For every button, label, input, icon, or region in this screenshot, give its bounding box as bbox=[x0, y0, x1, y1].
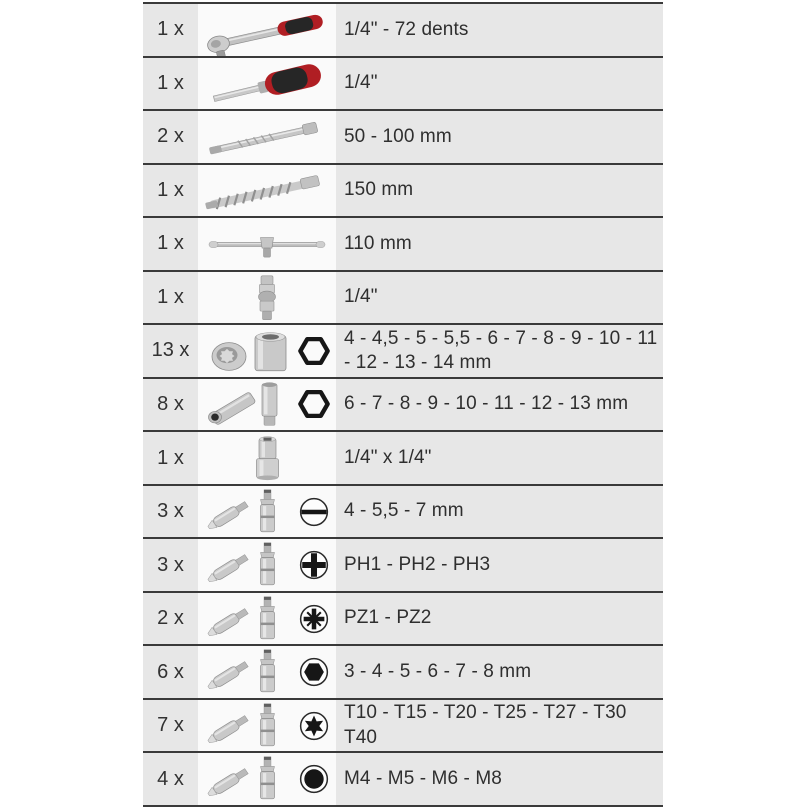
description-cell bbox=[336, 325, 663, 377]
tool-image-cell bbox=[198, 593, 336, 645]
description-label: 1/4" x 1/4" bbox=[344, 446, 432, 468]
description-label: 1/4" - 72 dents bbox=[344, 18, 469, 40]
pozidriv-icon bbox=[298, 603, 330, 635]
flexible-extension-icon bbox=[198, 165, 336, 217]
phillips-icon bbox=[298, 549, 330, 581]
table-row bbox=[143, 58, 663, 112]
description-label: 6 - 7 - 8 - 9 - 10 - 11 - 12 - 13 mm bbox=[344, 393, 629, 415]
ratchet-icon bbox=[198, 4, 336, 56]
quantity-label: 6 x bbox=[157, 660, 184, 683]
description-label: 1/4" bbox=[344, 286, 378, 308]
description-cell bbox=[336, 272, 663, 324]
table-row bbox=[143, 432, 663, 486]
quantity-label: 1 x bbox=[157, 446, 184, 469]
quantity-cell bbox=[143, 379, 198, 431]
adapter-icon bbox=[198, 432, 336, 484]
quantity-label: 1 x bbox=[157, 71, 184, 94]
table-row bbox=[143, 4, 663, 58]
quantity-cell bbox=[143, 700, 198, 752]
extension-bar-icon bbox=[198, 111, 336, 163]
description-label: 1/4" bbox=[344, 72, 378, 94]
tool-image-cell bbox=[198, 4, 336, 56]
table-row bbox=[143, 700, 663, 754]
quantity-cell bbox=[143, 272, 198, 324]
description-cell bbox=[336, 4, 663, 56]
tool-image-cell bbox=[198, 700, 336, 752]
universal-joint-icon bbox=[198, 272, 336, 324]
tool-image-cell bbox=[198, 272, 336, 324]
tool-image-cell bbox=[198, 165, 336, 217]
sliding-t-bar-icon bbox=[198, 218, 336, 270]
description-label: PH1 - PH2 - PH3 bbox=[344, 553, 491, 575]
description-label: 3 - 4 - 5 - 6 - 7 - 8 mm bbox=[344, 660, 532, 682]
hexagon-outline-icon bbox=[298, 388, 330, 420]
table-row bbox=[143, 111, 663, 165]
quantity-label: 1 x bbox=[157, 18, 184, 41]
tool-image-cell bbox=[198, 218, 336, 270]
spline-icon bbox=[298, 763, 330, 795]
table-row bbox=[143, 325, 663, 379]
description-cell bbox=[336, 165, 663, 217]
spinner-handle-icon bbox=[198, 58, 336, 110]
quantity-label: 2 x bbox=[157, 607, 184, 630]
torx-icon bbox=[298, 710, 330, 742]
quantity-label: 4 x bbox=[157, 767, 184, 790]
description-cell bbox=[336, 218, 663, 270]
table-row bbox=[143, 272, 663, 326]
tool-image-cell bbox=[198, 58, 336, 110]
description-cell bbox=[336, 432, 663, 484]
quantity-cell bbox=[143, 111, 198, 163]
tool-image-cell bbox=[198, 486, 336, 538]
table-row bbox=[143, 379, 663, 433]
quantity-label: 3 x bbox=[157, 500, 184, 523]
slotted-icon bbox=[298, 496, 330, 528]
tool-image-cell bbox=[198, 646, 336, 698]
quantity-cell bbox=[143, 753, 198, 805]
table-row bbox=[143, 753, 663, 807]
table-row bbox=[143, 218, 663, 272]
quantity-cell bbox=[143, 325, 198, 377]
description-label: 50 - 100 mm bbox=[344, 125, 452, 147]
tool-image-cell bbox=[198, 111, 336, 163]
tool-image-cell bbox=[198, 432, 336, 484]
description-label: 4 - 5,5 - 7 mm bbox=[344, 500, 464, 522]
description-label: T10 - T15 - T20 - T25 - T27 - T30 T40 bbox=[344, 702, 627, 748]
description-cell bbox=[336, 593, 663, 645]
quantity-cell bbox=[143, 165, 198, 217]
description-cell bbox=[336, 646, 663, 698]
quantity-label: 2 x bbox=[157, 125, 184, 148]
description-cell bbox=[336, 700, 663, 752]
description-cell bbox=[336, 753, 663, 805]
description-cell bbox=[336, 379, 663, 431]
quantity-label: 3 x bbox=[157, 553, 184, 576]
description-cell bbox=[336, 539, 663, 591]
table-row bbox=[143, 165, 663, 219]
quantity-label: 1 x bbox=[157, 285, 184, 308]
table-row bbox=[143, 486, 663, 540]
description-cell bbox=[336, 111, 663, 163]
parts-table bbox=[143, 2, 663, 807]
quantity-cell bbox=[143, 432, 198, 484]
quantity-cell bbox=[143, 58, 198, 110]
table-row bbox=[143, 646, 663, 700]
quantity-cell bbox=[143, 4, 198, 56]
description-label: 4 - 4,5 - 5 - 5,5 - 6 - 7 - 8 - 9 - 10 - 11 - 12 - 13 - 14 mm bbox=[344, 327, 658, 373]
description-label: 110 mm bbox=[344, 232, 412, 254]
quantity-label: 7 x bbox=[157, 714, 184, 737]
description-label: PZ1 - PZ2 bbox=[344, 607, 432, 629]
description-cell bbox=[336, 58, 663, 110]
tool-image-cell bbox=[198, 539, 336, 591]
hex-filled-icon bbox=[298, 656, 330, 688]
quantity-cell bbox=[143, 646, 198, 698]
quantity-cell bbox=[143, 539, 198, 591]
description-label: M4 - M5 - M6 - M8 bbox=[344, 768, 502, 790]
tool-image-cell bbox=[198, 325, 336, 377]
quantity-cell bbox=[143, 218, 198, 270]
tool-image-cell bbox=[198, 379, 336, 431]
description-cell bbox=[336, 486, 663, 538]
quantity-label: 8 x bbox=[157, 392, 184, 415]
table-row bbox=[143, 539, 663, 593]
quantity-label: 13 x bbox=[151, 339, 190, 362]
quantity-label: 1 x bbox=[157, 232, 184, 255]
quantity-cell bbox=[143, 593, 198, 645]
hexagon-outline-icon bbox=[298, 335, 330, 367]
quantity-label: 1 x bbox=[157, 178, 184, 201]
table-row bbox=[143, 593, 663, 647]
description-label: 150 mm bbox=[344, 179, 414, 201]
tool-image-cell bbox=[198, 753, 336, 805]
quantity-cell bbox=[143, 486, 198, 538]
